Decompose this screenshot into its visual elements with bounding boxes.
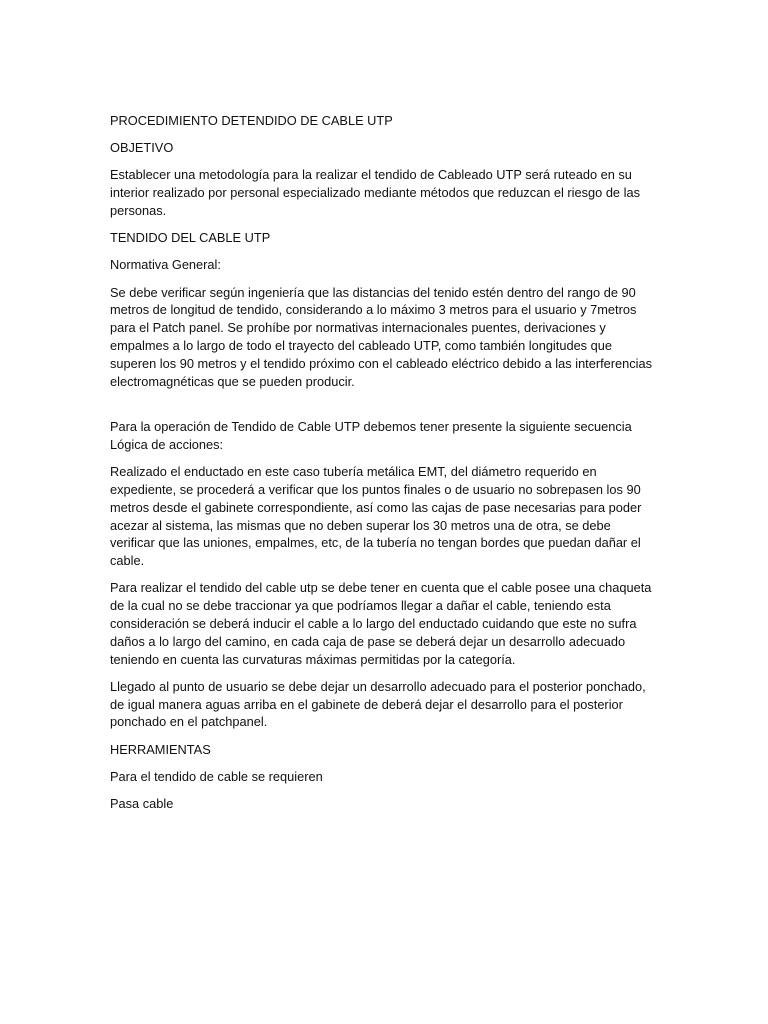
usuario-paragraph: Llegado al punto de usuario se debe dejar un desarrollo adecuado para el posterior ponchado, de igual manera aguas arriba en el gabinete de deberá dejar el desarrollo para el posterior ponchado en el patchpanel. (110, 678, 646, 730)
normativa-paragraph: Se debe verificar según ingeniería que las distancias del tenido estén dentro del rango de 90 metros de longitud de tendido, considerando a lo máximo 3 metros para el usuario y 7metros para el Patch panel. Se prohíbe por normativas internacionales puentes, derivaciones y empalmes a lo largo de todo el trayecto del cableado UTP, como también longitudes que superen los 90 metros y el tendido próximo con el cableado eléctrico debido a las interferencias electromagnéticas que se pueden producir. (110, 284, 653, 389)
tendido-paragraph: Para realizar el tendido del cable utp se debe tener en cuenta que el cable posee una chaqueta de la cual no se debe traccionar ya que podríamos llegar a dañar el cable, teniendo esta consideración se deberá inducir el cable a lo largo del enductado cuidando que este no sufra daños a lo largo del camino, en cada caja de pase se deberá dejar un desarrollo adecuado teniendo en cuenta las curvaturas máximas permitidas por la categoría. (110, 580, 652, 667)
objective-paragraph: Establecer una metodología para la realizar el tendido de Cableado UTP será ruteado en su interior realizado por personal especializado mediante métodos que reduzcan el riesgo de las personas. (110, 167, 640, 218)
herramientas-intro: Para el tendido de cable se requieren (110, 768, 323, 784)
tendido-section-heading: TENDIDO DEL CABLE UTP (110, 230, 271, 246)
objective-heading: OBJETIVO (110, 140, 174, 156)
herramientas-item: Pasa cable (110, 796, 174, 811)
document-title: PROCEDIMIENTO DETENDIDO DE CABLE UTP (110, 113, 393, 128)
operacion-intro-paragraph: Para la operación de Tendido de Cable UTP debemos tener presente la siguiente secuencia Lógica de acciones: (110, 419, 632, 453)
enductado-paragraph: Realizado el enductado en este caso tubería metálica EMT, del diámetro requerido en expediente, se procederá a verificar que los puntos finales o de usuario no sobrepasen los 90 metros desde el gabinete correspondiente, así como las cajas de pase necesarias para poder acezar al sistema, las mismas que no deben superar los 30 metros una de otra, se debe verificar que las uniones, empalmes, etc, de la tubería no tengan bordes que puedan dañar el cable. (110, 464, 642, 569)
normativa-heading: Normativa General: (110, 257, 221, 273)
herramientas-heading: HERRAMIENTAS (110, 741, 211, 757)
document-body (110, 112, 658, 822)
